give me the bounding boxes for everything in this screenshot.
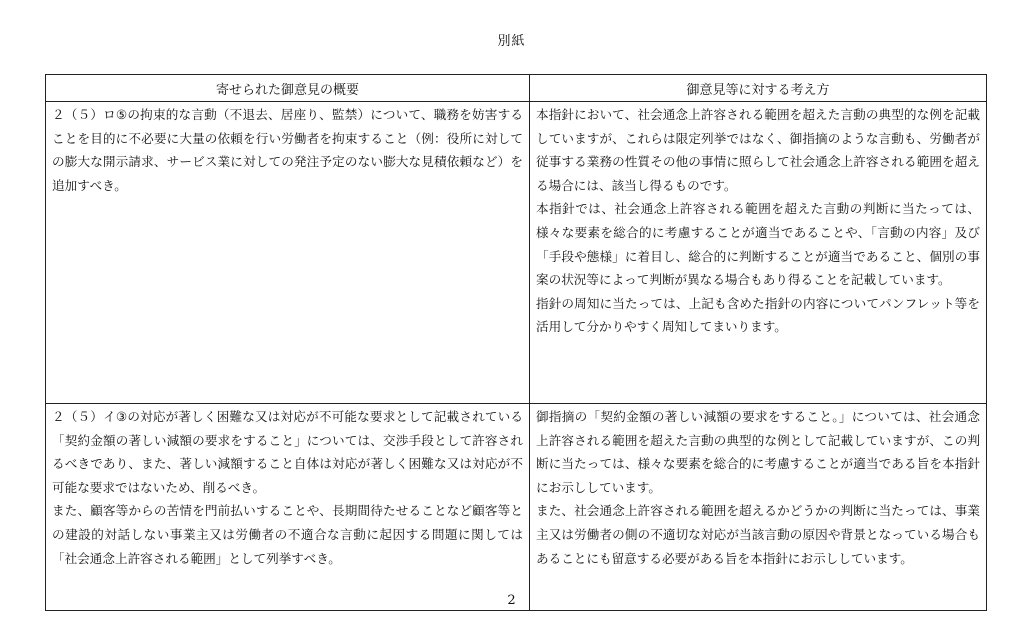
opinion-paragraph: ２（５）イ③の対応が著しく困難な又は対応が不可能な要求として記載されている「契約金額の著しい減額の要求をすること」については、交渉手段として許容されるべきであり、また、著しい減額すること自体は対応が著しく困難な又は対応が不可能な要求ではないため、削るべき。: [52, 409, 524, 495]
document-title: 別紙: [497, 34, 526, 49]
response-paragraph: また、社会通念上許容される範囲を超えるかどうかの判断に当たっては、事業主又は労働者の側の不適切な対応が当該言動の原因や背景となっている場合もあることにも留意する必要がある旨を本指針にお示ししています。: [536, 503, 980, 566]
table-row: [46, 102, 987, 404]
response-cell: [530, 404, 987, 611]
response-paragraph: 御指摘の「契約金額の著しい減額の要求をすること。」については、社会通念上許容される範囲を超えた言動の典型的な例として記載していますが、この判断に当たっては、様々な要素を総合的に考慮することが適当である旨を本指針にお示ししています。: [536, 409, 980, 495]
table-header-row: [46, 75, 987, 102]
header-response: 御意見等に対する考え方: [530, 75, 987, 102]
response-paragraph: 指針の周知に当たっては、上記も含めた指針の内容についてパンフレット等を活用して分かりやすく周知してまいります。: [536, 295, 980, 335]
comments-table: [45, 74, 987, 611]
page-number: 2: [507, 593, 516, 608]
opinion-cell: [46, 404, 530, 611]
response-cell: [530, 102, 987, 404]
opinion-cell: [46, 102, 530, 404]
table-row: [46, 404, 987, 611]
response-paragraph: 本指針において、社会通念上許容される範囲を超えた言動の典型的な例を記載していますが、これらは限定列挙ではなく、御指摘のような言動も、労働者が従事する業務の性質その他の事情に照らして社会通念上許容される範囲を超える場合には、該当し得るものです。: [536, 107, 980, 193]
opinion-paragraph: また、顧客等からの苦情を門前払いすることや、長期間待たせることなど顧客等との建設的対話しない事業主又は労働者の不適合な言動に起因する問題に関しては「社会通念上許容される範囲」として列挙すべき。: [52, 503, 523, 566]
opinion-paragraph: ２（５）ロ⑤の拘束的な言動（不退去、居座り、監禁）について、職務を妨害することを目的に不必要に大量の依頼を行い労働者を拘束すること（例：役所に対しての膨大な開示請求、サービス業に対しての発注予定のない膨大な見積依頼など）を追加すべき。: [52, 107, 524, 193]
response-paragraph: 本指針では、社会通念上許容される範囲を超えた言動の判断に当たっては、様々な要素を総合的に考慮することが適当であることや、「言動の内容」及び「手段や態様」に着目し、総合的に判断することが適当であること、個別の事案の状況等によって判断が異なる場合もあり得ることを記載しています。: [536, 201, 980, 288]
header-opinion-summary: 寄せられた御意見の概要: [46, 75, 530, 102]
